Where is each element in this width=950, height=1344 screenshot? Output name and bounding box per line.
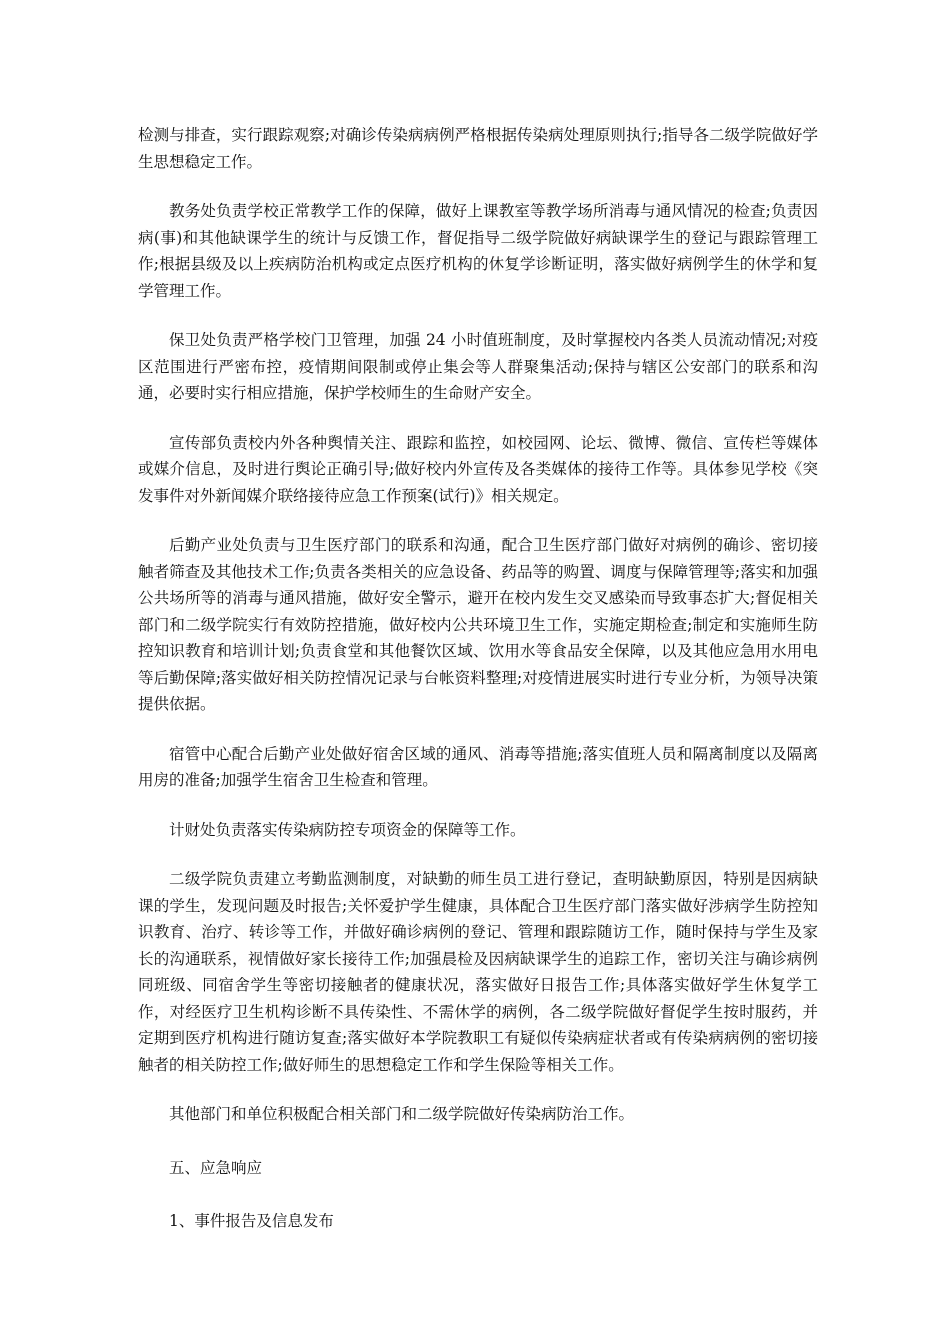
- paragraph-finance: 计财处负责落实传染病防控专项资金的保障等工作。: [169, 820, 526, 839]
- paragraph-dormitory: 宿管中心配合后勤产业处做好宿舍区域的通风、消毒等措施;落实值班人员和隔离制度以及隔离用房的准备;加强学生宿舍卫生检查和管理。: [138, 744, 818, 789]
- paragraph-security: 保卫处负责严格学校门卫管理，加强 24 小时值班制度，及时掌握校内各类人员流动情况;对疫区范围进行严密布控，疫情期间限制或停止集会等人群聚集活动;保持与辖区公安部门的联系和沟通，必要时实行相应措施，保护学校师生的生命财产安全。: [138, 331, 818, 402]
- paragraph-publicity: 宣传部负责校内外各种舆情关注、跟踪和监控，如校园网、论坛、微博、微信、宣传栏等媒体或媒介信息，及时进行舆论正确引导;做好校内外宣传及各类媒体的接待工作等。具体参见学校《突发事件对外新闻媒介联络接待应急工作预案(试行)》相关规定。: [138, 433, 818, 505]
- paragraph-colleges: 二级学院负责建立考勤监测制度，对缺勤的师生员工进行登记，查明缺勤原因，特别是因病缺课的学生，发现问题及时报告;关怀爱护学生健康，具体配合卫生医疗部门落实做好涉病学生防控知识教育、治疗、转诊等工作，并做好确诊病例的登记、管理和跟踪随访工作，随时保持与学生及家长的沟通联系，视情做好家长接待工作;加强晨检及因病缺课学生的追踪工作，密切关注与确诊病例同班级、同宿舍学生等密切接触者的健康状况，落实做好日报告工作;具体落实做好学生休复学工作，对经医疗卫生机构诊断不具传染性、不需休学的病例，各二级学院做好督促学生按时服药，并定期到医疗机构进行随访复查;落实做好本学院教职工有疑似传染病症状者或有传染病病例的密切接触者的相关防控工作;做好师生的思想稳定工作和学生保险等相关工作。: [138, 870, 818, 1074]
- subsection-heading-reporting: 1、事件报告及信息发布: [169, 1212, 334, 1230]
- paragraph-other-departments: 其他部门和单位积极配合相关部门和二级学院做好传染病防治工作。: [169, 1105, 635, 1123]
- paragraph-academic-affairs: 教务处负责学校正常教学工作的保障，做好上课教室等教学场所消毒与通风情况的检查;负责因病(事)和其他缺课学生的统计与反馈工作，督促指导二级学院做好病缺课学生的登记与跟踪管理工作;根据县级及以上疾病防治机构或定点医疗机构的休复学诊断证明，落实做好病例学生的休学和复学管理工作。: [138, 202, 818, 300]
- paragraph-logistics: 后勤产业处负责与卫生医疗部门的联系和沟通，配合卫生医疗部门做好对病例的确诊、密切接触者筛查及其他技术工作;负责各类相关的应急设备、药品等的购置、调度与保障管理等;落实和加强公共场所等的消毒与通风措施，做好安全警示，避开在校内发生交叉感染而导致事态扩大;督促相关部门和二级学院实行有效防控措施，做好校内公共环境卫生工作，实施定期检查;制定和实施师生防控知识教育和培训计划;负责食堂和其他餐饮区域、饮用水等食品安全保障，以及其他应急用水用电等后勤保障;落实做好相关防控情况记录与台帐资料整理;对疫情进展实时进行专业分析，为领导决策提供依据。: [138, 536, 818, 713]
- section-heading-emergency-response: 五、应急响应: [169, 1158, 263, 1177]
- document-body: [138, 122, 818, 1258]
- paragraph-continuation: 检测与排查，实行跟踪观察;对确诊传染病病例严格根据传染病处理原则执行;指导各二级学院做好学生思想稳定工作。: [138, 126, 818, 171]
